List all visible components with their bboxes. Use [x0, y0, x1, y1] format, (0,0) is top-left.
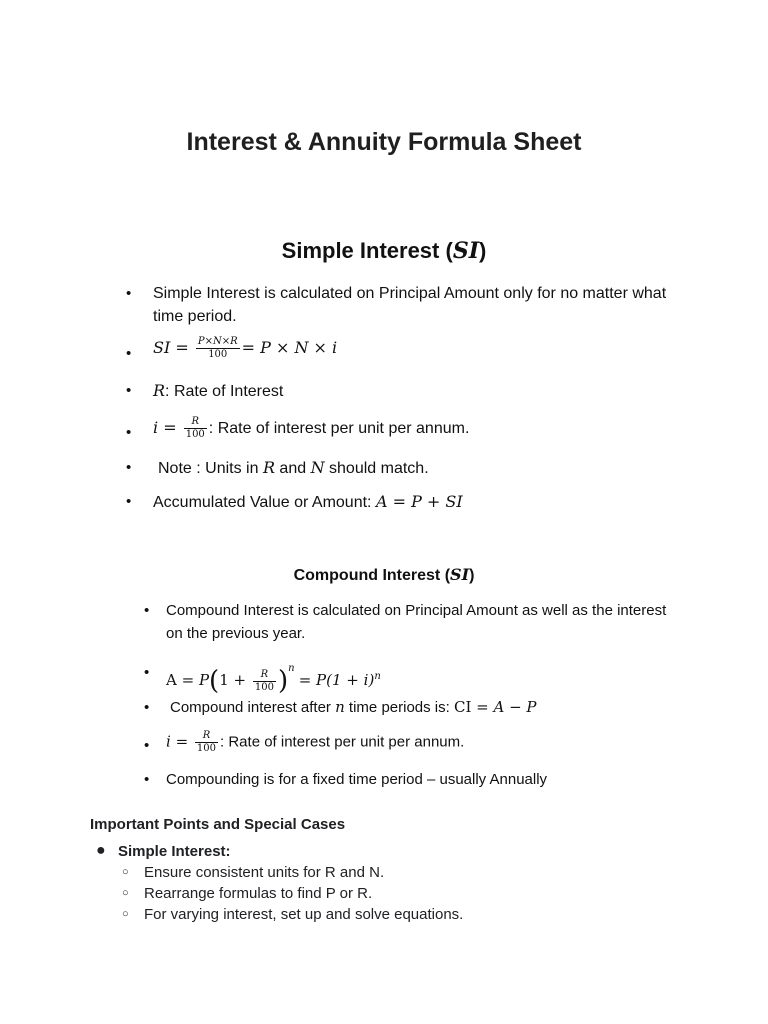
rate-label: : Rate of Interest	[165, 383, 284, 400]
list-item	[126, 456, 673, 480]
simple-interest-label: Simple Interest:	[118, 843, 231, 860]
bullet-icon: •	[144, 771, 150, 788]
simple-interest-sublist	[122, 862, 464, 925]
compound-interest-heading-text: Compound Interest (	[293, 567, 451, 584]
bullet-icon: •	[126, 345, 132, 362]
ci-i-fraction-denominator: 100	[196, 743, 217, 754]
bullet-icon: •	[126, 459, 132, 476]
list-item: • i = $\frac{R}{100}$ : Rate of interest per unit per annum.	[166, 730, 686, 755]
compound-interest-heading-var: SI	[450, 565, 470, 584]
ci-formula-a: A =	[166, 671, 199, 689]
ci-i-definition: : Rate of interest per unit per annum.	[220, 733, 465, 751]
bullet-icon: •	[126, 285, 132, 302]
ci-after-formula: A − P	[493, 698, 537, 716]
list-item: • i = $\frac{R}{100}$ : Rate of interest per unit per annum.	[153, 416, 673, 441]
si-description: Simple Interest is calculated on Principal Amount only for no matter what time period.	[153, 285, 667, 325]
list-item	[122, 883, 463, 904]
note-var-r: R	[262, 458, 275, 477]
important-points-heading: Important Points and Special Cases	[90, 816, 346, 833]
note-text-a: Note : Units in	[158, 460, 263, 477]
si-formula-lhs: SI	[153, 338, 171, 357]
page-title: Interest & Annuity Formula Sheet	[186, 128, 582, 156]
ci-fraction	[253, 669, 276, 694]
i-definition: : Rate of interest per unit per annum.	[208, 420, 470, 437]
list-item	[144, 768, 686, 791]
sub-item-text: For varying interest, set up and solve equations.	[144, 906, 464, 923]
i-fraction-denominator: 100	[185, 429, 205, 441]
ci-i-fraction	[195, 730, 218, 755]
bullet-icon: ●	[96, 842, 106, 859]
bullet-icon: •	[126, 493, 132, 510]
circle-bullet-icon: ○	[122, 887, 129, 899]
i-fraction-numerator: R	[184, 416, 207, 429]
list-item	[144, 696, 686, 719]
ci-description: Compound Interest is calculated on Principal Amount as well as the interest on the previous year.	[166, 602, 667, 642]
ci-exponent: n	[288, 663, 295, 674]
simple-interest-heading-var: SI	[452, 238, 479, 264]
simple-interest-heading-close: )	[479, 238, 487, 263]
ci-after-b: time periods is:	[344, 699, 454, 716]
sub-item-text: Ensure consistent units for R and N.	[144, 864, 385, 881]
circle-bullet-icon: ○	[122, 866, 129, 878]
note-text-b: and	[274, 460, 311, 477]
sub-item-text: Rearrange formulas to find P or R.	[144, 885, 373, 902]
simple-interest-heading	[0, 238, 768, 264]
compound-interest-heading	[0, 565, 768, 585]
ci-formula-rhs: = P(1 + i)	[298, 671, 375, 689]
bullet-icon: •	[144, 737, 150, 754]
list-item	[126, 490, 673, 514]
si-fraction-numerator: P×N×R	[197, 336, 238, 348]
ci-after-n: n	[335, 698, 345, 716]
ci-fraction-denominator: 100	[254, 681, 274, 693]
ci-formula-one: 1 +	[219, 671, 251, 689]
rate-var: R	[153, 381, 166, 400]
ci-formula-p: P	[198, 671, 210, 689]
list-item	[126, 282, 673, 328]
list-item: • A = P(1 + $\frac{R}{100}$ )$^n = P(1 + i)^n$	[144, 663, 381, 697]
bullet-icon: •	[144, 699, 150, 716]
list-item	[126, 379, 673, 403]
amount-formula: A = P + SI	[375, 492, 463, 511]
list-item	[122, 862, 463, 883]
ci-after-ci: CI =	[453, 698, 494, 716]
ci-fraction-numerator: R	[253, 669, 276, 682]
ci-exponent-2: n	[374, 671, 381, 682]
simple-interest-heading-text: Simple Interest (	[281, 238, 453, 263]
i-var: i	[153, 418, 159, 437]
si-fraction-denominator: 100	[208, 349, 228, 361]
ci-after-a: Compound interest after	[170, 699, 336, 716]
amount-label: Accumulated Value or Amount:	[153, 494, 376, 511]
si-formula-rhs: = P × N × i	[241, 338, 338, 357]
ci-compounding-note: Compounding is for a fixed time period – usually Annually	[166, 771, 548, 788]
bullet-icon: •	[126, 382, 132, 399]
ci-i-var: i	[166, 732, 171, 751]
list-item: • SI = $\frac{P\times N\times R}{100}$ = P × N × i	[153, 336, 673, 361]
note-var-n: N	[310, 458, 325, 477]
note-text-c: should match.	[324, 460, 429, 477]
list-item	[122, 904, 464, 925]
list-item	[144, 599, 686, 645]
ci-i-fraction-numerator: R	[195, 730, 218, 743]
bullet-icon: •	[144, 602, 150, 619]
compound-interest-heading-close: )	[469, 567, 475, 584]
si-fraction	[196, 336, 240, 361]
bullet-icon: •	[126, 424, 132, 441]
i-fraction	[184, 416, 207, 441]
important-points-list	[96, 842, 464, 925]
bullet-icon: •	[144, 664, 150, 681]
list-item	[96, 842, 464, 925]
circle-bullet-icon: ○	[122, 908, 129, 920]
